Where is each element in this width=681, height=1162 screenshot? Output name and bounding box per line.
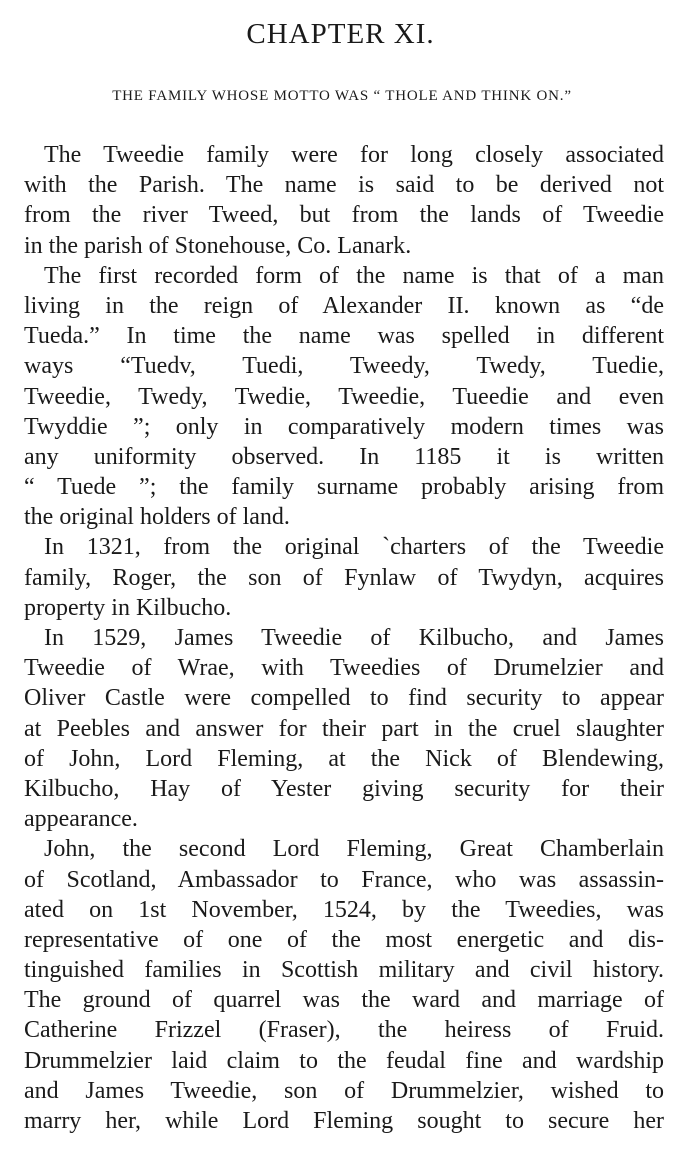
text-line: Twyddie ”; only in comparatively modern times was — [24, 413, 664, 440]
paragraph — [24, 834, 664, 1136]
text-line: of Scotland, Ambassador to France, who was assassin- — [24, 866, 664, 893]
text-line: “ Tuede ”; the family surname probably arising from — [24, 474, 664, 501]
text-line: Kilbucho, Hay of Yester giving security for their — [24, 775, 664, 802]
text-line: Tweedie of Wrae, with Tweedies of Drumelzier and — [24, 655, 664, 682]
text-line: living in the reign of Alexander II. known as “de — [24, 292, 664, 319]
text-line: Catherine Frizzel (Fraser), the heiress of Fruid. — [24, 1017, 664, 1044]
text-line: property in Kilbucho. — [24, 594, 232, 621]
text-line: Tueda.” In time the name was spelled in different — [24, 323, 664, 350]
text-line: Drummelzier laid claim to the feudal fine and wardship — [24, 1047, 664, 1074]
text-line: appearance. — [24, 806, 138, 833]
text-line: In 1529, James Tweedie of Kilbucho, and James — [44, 625, 664, 651]
text-line: any uniformity observed. In 1185 it is written — [24, 443, 664, 470]
text-line: The ground of quarrel was the ward and marriage of — [24, 987, 664, 1014]
paragraph — [24, 623, 664, 834]
text-line: and James Tweedie, son of Drummelzier, wished to — [24, 1077, 664, 1104]
text-line: with the Parish. The name is said to be derived not — [24, 172, 664, 199]
paragraph — [24, 140, 664, 261]
text-line: Oliver Castle were compelled to find security to appear — [24, 685, 664, 712]
text-line: ways “Tuedv, Tuedi, Tweedy, Twedy, Tuedie, — [24, 353, 664, 380]
body-text — [24, 140, 664, 1136]
text-line: at Peebles and answer for their part in the cruel slaughter — [24, 715, 664, 742]
text-line: Tweedie, Twedy, Twedie, Tweedie, Tueedie and even — [24, 383, 664, 410]
text-line: In 1321, from the original `charters of the Tweedie — [44, 534, 664, 561]
text-line: from the river Tweed, but from the lands of Tweedie — [24, 202, 664, 229]
chapter-subtitle: THE FAMILY WHOSE MOTTO WAS “ THOLE AND THINK ON.” — [112, 88, 572, 104]
text-line: ated on 1st November, 1524, by the Tweedies, was — [24, 896, 664, 923]
text-line: family, Roger, the son of Fynlaw of Twydyn, acquires — [24, 564, 664, 591]
paragraph — [24, 532, 664, 623]
text-line: The Tweedie family were for long closely associated — [44, 142, 664, 168]
text-line: The first recorded form of the name is that of a man — [44, 262, 664, 289]
text-line: of John, Lord Fleming, at the Nick of Blendewing, — [24, 745, 664, 772]
text-line: the original holders of land. — [24, 504, 290, 531]
text-line: John, the second Lord Fleming, Great Chamberlain — [44, 836, 664, 863]
chapter-title: CHAPTER XI. — [246, 18, 435, 50]
text-line: representative of one of the most energetic and dis- — [24, 926, 664, 953]
text-line: tinguished families in Scottish military and civil history. — [24, 957, 664, 984]
paragraph — [24, 261, 664, 533]
text-line: marry her, while Lord Fleming sought to secure her — [24, 1108, 664, 1134]
text-line: in the parish of Stonehouse, Co. Lanark. — [24, 232, 412, 259]
